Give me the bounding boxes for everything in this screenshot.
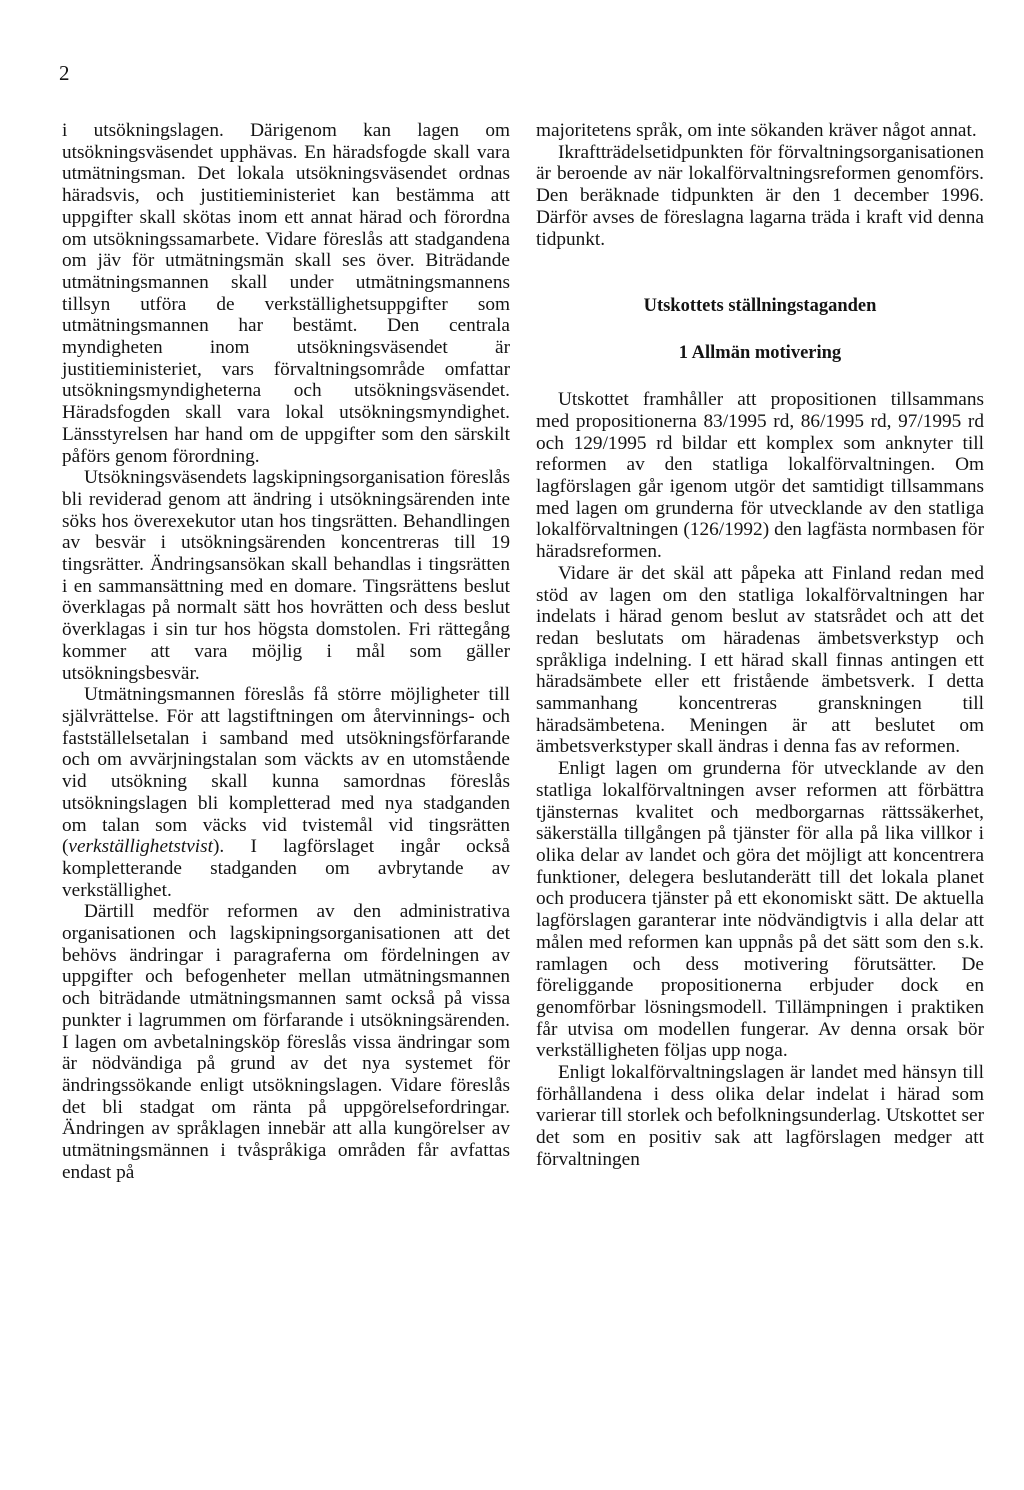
- paragraph: Enligt lokalförvaltningslagen är landet med hänsyn till förhållandena i dess olika delar indelat i härad som varierar till storlek och befolkningsunderlag. Utskottet ser det som en positiv sak att lagförslagen medger att förvaltningen: [536, 1062, 984, 1170]
- paragraph: Enligt lagen om grunderna för utvecklande av den statliga lokalförvaltningen avser reformen att förbättra tjänsternas kvalitet och medborgarnas rättssäkerhet, säkerställa tillgången på tjänster för alla på lika villkor i olika delar av landet och göra det möjligt att koncentrera funktioner, delegera beslutanderätt till det lokala planet och producera tjänster på ett ekonomiskt sätt. De aktuella lagförslagen garanterar inte nödvändigtvis i alla delar att målen med reformen kan uppnås på det sätt som den s.k. ramlagen och dess motivering förutsätter. De föreliggande propositionerna erbjuder dock en genomförbar lösningsmodell. Tillämpningen i praktiken får utvisa om modellen fungerar. Av denna orsak bör verkställigheten följas upp noga.: [536, 758, 984, 1062]
- paragraph: Utskottet framhåller att propositionen tillsammans med propositionerna 83/1995 rd, 86/1995 rd, 97/1995 rd och 129/1995 rd bildar ett komplex som anknyter till reformen av den statliga lokalförvaltningen. Om lagförslagen går igenom utgör det samtidigt tillsammans med lagen om grunderna för utvecklande av den statliga lokalförvaltningen (126/1992) den lagfästa normbasen för häradsreformen.: [536, 389, 984, 563]
- sub-heading: 1 Allmän motivering: [678, 343, 842, 364]
- section-heading: Utskottets ställningstaganden: [643, 296, 877, 317]
- italic-term: verkställighetstvist: [68, 836, 214, 858]
- right-column: [536, 120, 984, 1171]
- paragraph: i utsökningslagen. Därigenom kan lagen om utsökningsväsendet upphävas. En häradsfogde skall vara utmätningsman. Det lokala utsökningsväsendet ordnas häradsvis, och justitieministeriet kan bestämma att uppgifter skall skötas inom ett annat härad och förordna om utsökningssamarbete. Vidare föreslås att stadgandena om jäv för utmätningsmän skall ses över. Biträdande utmätningsmannen skall under utmätningsmannens tillsyn utföra de verkställighetsuppgifter som utmätningsmannen har bestämt. Den centrala myndigheten inom utsökningsväsendet är justitieministeriet, vars förvaltningsområde omfattar utsökningsmyndigheterna och utsökningsväsendet. Häradsfogden skall vara lokal utsökningsmyndighet. Länsstyrelsen har hand om de uppgifter som den särskilt påförs genom förordning.: [62, 120, 510, 467]
- page-number: 2: [59, 61, 70, 85]
- paragraph: Utsökningsväsendets lagskipningsorganisation föreslås bli reviderad genom att ändring i utsökningsärenden inte söks hos överexekutor utan hos tingsrätten. Behandlingen av besvär i utsökningsärenden koncentreras till 19 tingsrätter. Ändringsansökan skall behandlas i tingsrätten i en sammansättning med en domare. Tingsrättens beslut överklagas på normalt sätt hos hovrätten och dess beslut överklagas i sin tur hos högsta domstolen. Fri rättegång kommer att vara möjlig i mål som gäller utsökningsbesvär.: [62, 467, 510, 684]
- paragraph: Därtill medför reformen av den administrativa organisationen och lagskipningsorganisationen att det behövs ändringar i paragraferna om fördelningen av uppgifter och befogenheter mellan utmätningsmannen och biträdande utmätningsmannen samt också på vissa punkter i lagrummen om förfarande i utsökningsärenden. I lagen om avbetalningsköp föreslås vissa ändringar som är nödvändiga på grund av det nya systemet för ändringssökande enligt utsökningslagen. Vidare föreslås det bli stadgat om ränta på uppgörelsefordringar. Ändringen av språklagen innebär att alla kungörelser av utmätningsmännen i tvåspråkiga områden får avfattas endast på: [62, 901, 510, 1183]
- paragraph-text: Utmätningsmannen föreslås få större möjligheter till självrättelse. För att lagstiftningen om återvinnings- och fastställelsetalan i samband med utsökningsförfarande och om avvärjningstalan som väckts av en utomstående vid utsökning skall kunna samordnas föreslås utsökningslagen bli kompletterad med nya stadganden om talan som väcks vid tvistemål vid tingsrätten (: [62, 684, 510, 858]
- paragraph-text: ). I lagförslaget ingår också kompletterande stadganden om avbrytande av verkställighet.: [62, 836, 510, 901]
- paragraph: [62, 684, 510, 901]
- paragraph: majoritetens språk, om inte sökanden kräver något annat.: [536, 120, 977, 141]
- paragraph: Vidare är det skäl att påpeka att Finland redan med stöd av lagen om den statliga lokalförvaltningen har indelats i härad genom beslut av statsrådet och att det redan beslutats om häradenas ämbetsverkstyp och språkliga indelning. I ett härad skall finnas antingen ett häradsämbete eller ett fristående ämbetsverk. I detta sammanhang koncentreras granskningen till häradsämbetena. Meningen är att beslutet om ämbetsverkstyper skall ändras i denna fas av reformen.: [536, 562, 984, 758]
- paragraph: Ikraftträdelsetidpunkten för förvaltningsorganisationen är beroende av när lokalförvaltningsreformen genomförs. Den beräknade tidpunkten är den 1 december 1996. Därför avses de föreslagna lagarna träda i kraft vid denna tidpunkt.: [536, 141, 984, 250]
- left-column: [62, 120, 510, 1183]
